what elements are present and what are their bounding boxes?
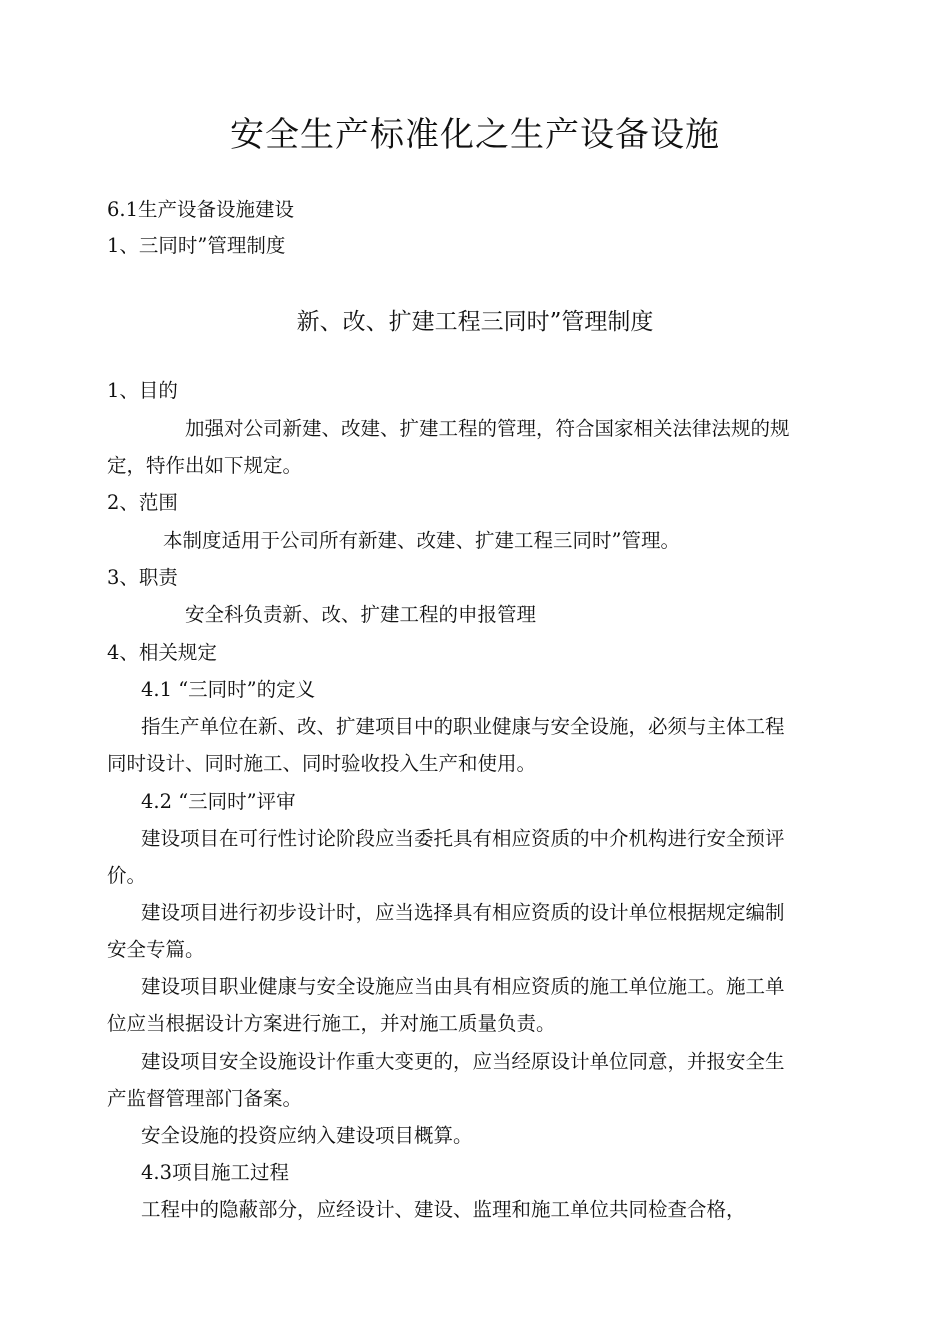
rule-4-2-para-c-line-2: 位应当根据设计方案进行施工，并对施工质量负责。 xyxy=(107,1012,556,1035)
policy-subtitle: 新、改、扩建工程三同时”管理制度 xyxy=(296,309,654,335)
duty-text: 安全科负责新、改、扩建工程的申报管理 xyxy=(185,603,537,626)
rule-4-2-para-b-line-2: 安全专篇。 xyxy=(107,938,205,961)
scope-text: 本制度适用于公司所有新建、改建、扩建工程三同时”管理。 xyxy=(163,529,680,552)
rule-4-2-para-d-line-2: 产监督管理部门备案。 xyxy=(107,1087,303,1110)
rule-4-3-heading: 4.3项目施工过程 xyxy=(141,1161,290,1184)
rule-4-3-text-line-1: 工程中的隐蔽部分，应经设计、建设、监理和施工单位共同检查合格， xyxy=(141,1198,746,1221)
rule-4-2-para-c-line-1: 建设项目职业健康与安全设施应当由具有相应资质的施工单位施工。施工单 xyxy=(141,975,785,998)
rule-4-1-text-line-1: 指生产单位在新、改、扩建项目中的职业健康与安全设施，必须与主体工程 xyxy=(141,715,785,738)
purpose-text-line-2: 定，特作出如下规定。 xyxy=(107,454,303,477)
scope-heading: 2、范围 xyxy=(107,491,178,514)
purpose-heading: 1、目的 xyxy=(107,379,178,402)
section-item: 1、三同时”管理制度 xyxy=(107,234,286,257)
rule-4-2-heading: 4.2 “三同时”评审 xyxy=(141,790,296,813)
rule-4-2-para-a-line-1: 建设项目在可行性讨论阶段应当委托具有相应资质的中介机构进行安全预评 xyxy=(141,827,785,850)
rule-4-1-text-line-2: 同时设计、同时施工、同时验收投入生产和使用。 xyxy=(107,752,537,775)
section-heading: 6.1生产设备设施建设 xyxy=(107,198,295,221)
rule-4-1-heading: 4.1 “三同时”的定义 xyxy=(141,678,316,701)
rule-4-2-para-d-line-1: 建设项目安全设施设计作重大变更的，应当经原设计单位同意，并报安全生 xyxy=(141,1050,785,1073)
purpose-text-line-1: 加强对公司新建、改建、扩建工程的管理，符合国家相关法律法规的规 xyxy=(185,417,790,440)
rule-4-2-para-b-line-1: 建设项目进行初步设计时，应当选择具有相应资质的设计单位根据规定编制 xyxy=(141,901,785,924)
duty-heading: 3、职责 xyxy=(107,566,178,589)
rules-heading: 4、相关规定 xyxy=(107,641,217,664)
rule-4-2-para-e-line-1: 安全设施的投资应纳入建设项目概算。 xyxy=(141,1124,473,1147)
document-title: 安全生产标准化之生产设备设施 xyxy=(230,115,720,155)
rule-4-2-para-a-line-2: 价。 xyxy=(107,864,147,887)
